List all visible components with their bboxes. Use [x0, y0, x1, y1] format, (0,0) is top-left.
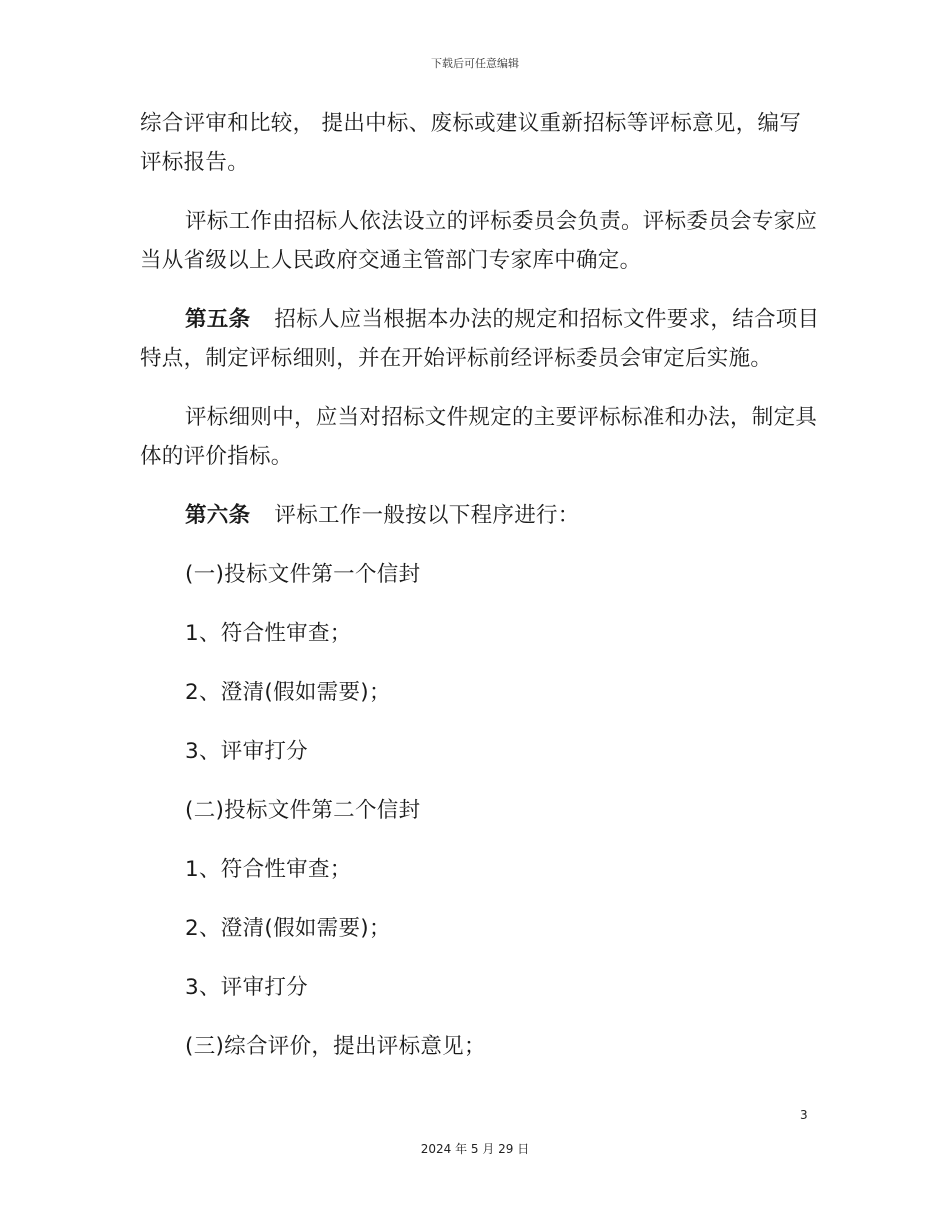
list-item: 1、符合性审查；: [185, 857, 352, 882]
article-5-heading: 第五条: [185, 307, 251, 332]
paragraph-evaluation-committee: 评标工作由招标人依法设立的评标委员会负责。评标委员会专家应当从省级以上人民政府交通主管部门专家库中确定。: [140, 209, 818, 273]
article-6-body: 评标工作一般按以下程序进行：: [274, 503, 580, 528]
footer-date: 2024 年 5 月 29 日: [420, 1142, 530, 1156]
article-5: [140, 300, 820, 378]
list-item-overall-evaluation: (三)综合评价，提出评标意见；: [185, 1034, 486, 1059]
paragraph-evaluation-rules: 评标细则中，应当对招标文件规定的主要评标标准和办法，制定具体的评价指标。: [140, 405, 818, 469]
list-item-envelope-1: (一)投标文件第一个信封: [185, 562, 421, 587]
paragraph-evaluation-report: 综合评审和比较， 提出中标、废标或建议重新招标等评标意见，编写评标报告。: [140, 111, 802, 175]
article-5-body: 招标人应当根据本办法的规定和招标文件要求，结合项目特点，制定评标细则，并在开始评标前经评标委员会审定后实施。: [140, 307, 820, 371]
list-item: 2、澄清(假如需要)；: [185, 916, 391, 941]
list-item: 2、澄清(假如需要)；: [185, 680, 391, 705]
page-number: 3: [800, 1108, 808, 1122]
article-6-heading: 第六条: [185, 503, 251, 528]
list-item: 1、符合性审查；: [185, 621, 352, 646]
list-item: 3、评审打分: [185, 975, 308, 1000]
list-item: 3、评审打分: [185, 739, 308, 764]
list-item-envelope-2: (二)投标文件第二个信封: [185, 798, 421, 823]
article-6: [140, 496, 820, 535]
document-body: [140, 104, 820, 1066]
page-header: 下载后可任意编辑: [431, 57, 519, 70]
